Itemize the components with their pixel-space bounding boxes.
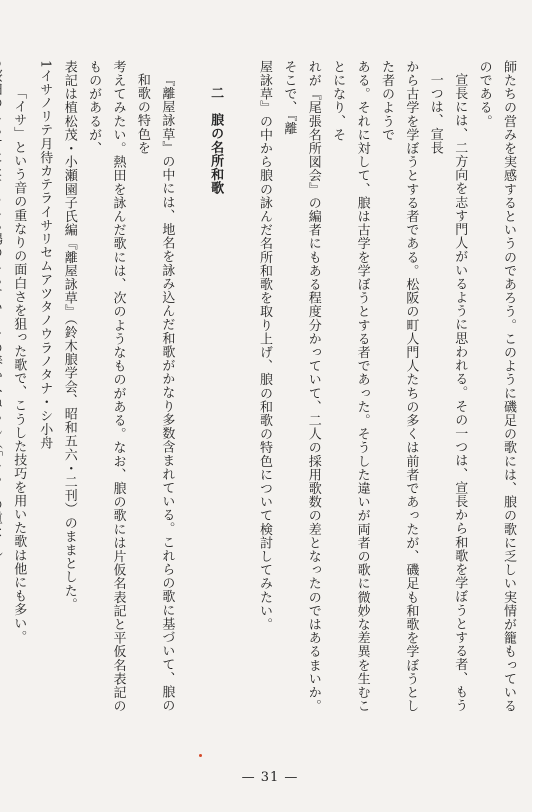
text-line: 『離屋詠草』の中には、地名を詠み込んだ和歌がかなり多数含まれている。これらの歌に基づいて、朖の和歌の特色を [134,73,175,713]
blank-line [178,60,202,720]
blank-line [227,60,251,720]
commentary-line: 「イサ」という音の重なりの面白さを狙った歌で、こうした技巧を用いた歌は他にも多い。 [11,86,27,644]
text-line: 師たちの営みを実感するというのであろう。このように磯足の歌には、朖の歌に乏しい実情が籠もっているのである。 [476,60,516,713]
page-number: — 31 — [241,770,299,785]
page-edge [532,0,540,812]
ink-mark [199,754,202,757]
section-heading: 二 朖の名所和歌 [208,86,224,195]
poem-text [0,69,2,566]
text-line: 考えてみたい。熱田を詠んだ歌には、次のようなものがある。なお、朖の歌には片仮名表記と平仮名表記のものがあるが、 [86,60,126,713]
text-line: ある。それに対して、朖は古学を学ぼうとする者であった。そうした違いが両者の歌に微妙な差異を生むことになり、そ [330,60,370,713]
numbered-poem [30,60,56,720]
numbered-poem [0,60,6,720]
text-line: れが『尾張名所図会』の編者にもある程度分かっていて、二人の採用歌数の差となったのではあるまいか。そこで、『離 [281,60,321,713]
poem-number [0,60,6,69]
poem-number: 1 [37,60,53,69]
text-line: 屋詠草』の中から朖の詠んだ名所和歌を取り上げ、朖の和歌の特色について検討してみたい。 [256,60,272,632]
text-line: から古学を学ぼうとする者である。松阪の町人門人たちの多くは前者であったが、磯足も和歌を学ぼうとした者のようで [378,60,419,713]
poem-text: イサノリテ月待カテライサリセムアツタノウラノタナ・シ小舟 [37,68,53,450]
text-line: 表記は植松茂・小瀬園子氏編『離屋詠草』（鈴木朖学会、昭和五六・二刊）のままとした。 [61,60,77,612]
text-line: 宣長には、二方向を志す門人がいるように思われる。その一つは、宣長から和歌を学ぼうとする者、もう一つは、宣長 [427,73,468,713]
vertical-text-body [11,60,520,720]
